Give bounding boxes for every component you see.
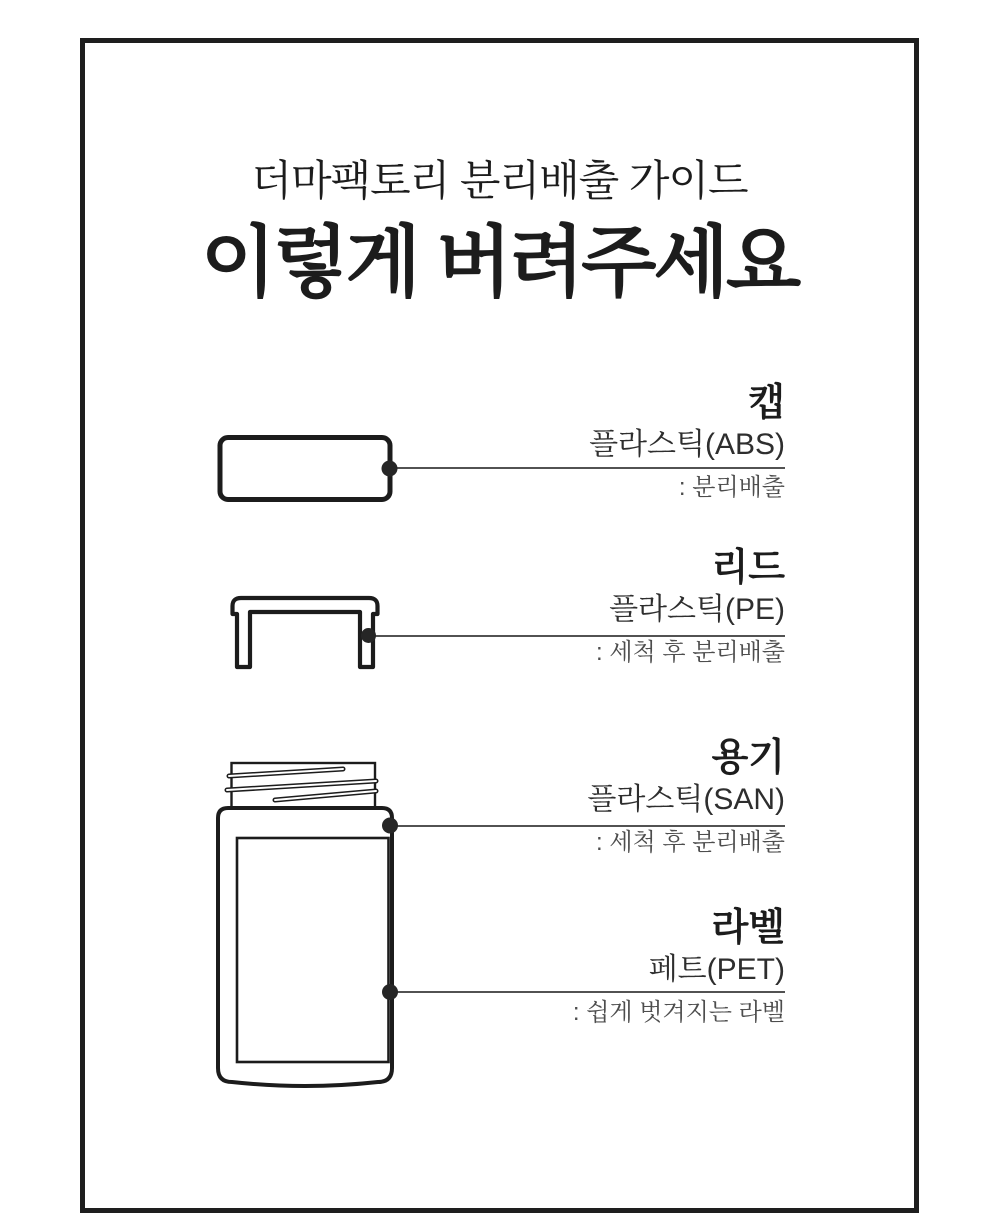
- part-note-container: : 세척 후 분리배출: [596, 829, 785, 856]
- section-lid: [596, 547, 785, 666]
- part-name-lid: 리드: [711, 547, 785, 589]
- section-container: [587, 737, 785, 856]
- part-note-label: : 쉽게 벗겨지는 라벨: [572, 999, 785, 1026]
- page-border-frame: [80, 38, 919, 1213]
- part-note-lid: : 세척 후 분리배출: [596, 639, 785, 666]
- part-name-label: 라벨: [711, 907, 785, 949]
- part-material-lid: 플라스틱(PE): [609, 593, 785, 626]
- part-material-label: 페트(PET): [648, 953, 785, 986]
- part-note-cap: : 분리배출: [678, 474, 785, 501]
- section-label: [573, 907, 785, 1026]
- part-name-cap: 캡: [748, 382, 785, 424]
- page-title: 이렇게 버려주세요: [200, 218, 799, 306]
- part-material-cap: 플라스틱(ABS): [589, 428, 785, 461]
- section-cap: [589, 382, 785, 501]
- part-name-container: 용기: [711, 737, 785, 779]
- part-material-container: 플라스틱(SAN): [587, 783, 785, 816]
- guide-subtitle: 더마팩토리 분리배출 가이드: [251, 157, 748, 204]
